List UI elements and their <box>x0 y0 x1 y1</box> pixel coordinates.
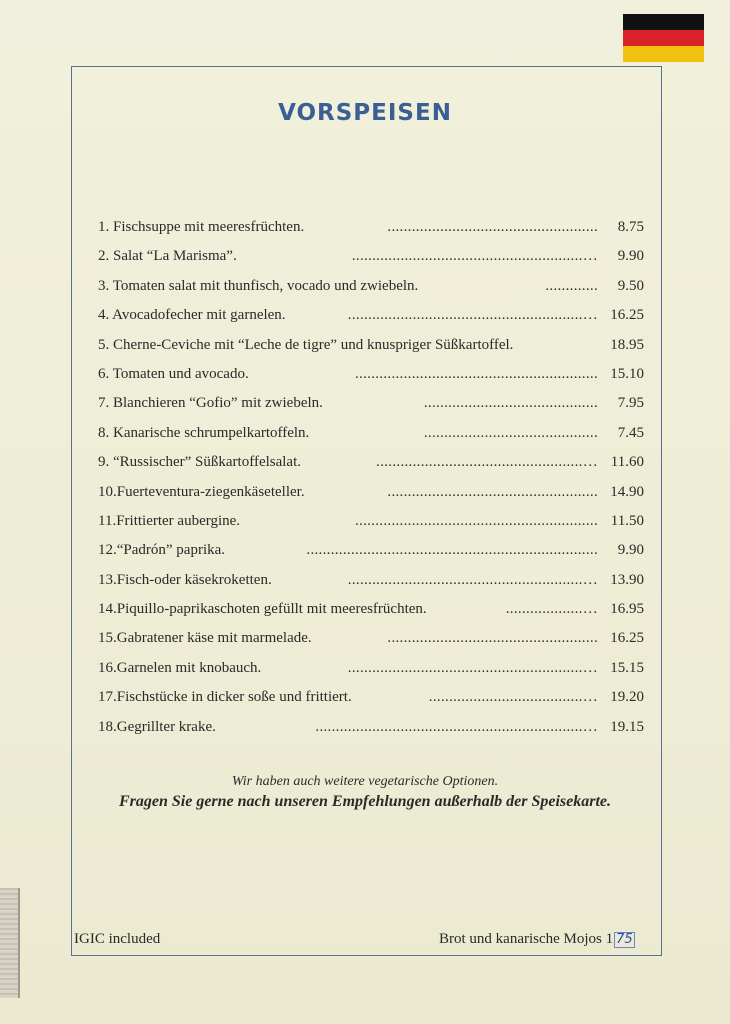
vegetarian-note: Wir haben auch weitere vegetarische Optionen. <box>231 774 499 789</box>
menu-item <box>98 390 648 419</box>
binding-edge <box>0 888 20 998</box>
menu-item-name: 1. Fischsuppe mit meeresfrüchten. <box>98 219 305 235</box>
menu-item <box>98 537 648 566</box>
menu-item-leader: ........................................... <box>423 424 598 441</box>
recommendations-note: Fragen Sie gerne nach unseren Empfehlungen außerhalb der Speisekarte. <box>118 793 612 810</box>
menu-item <box>98 714 648 743</box>
menu-item-name: 5. Cherne-Ceviche mit “Leche de tigre” und knuspriger Süßkartoffel. <box>98 336 514 353</box>
menu-item-name: 18.Gegrillter krake. <box>98 718 216 735</box>
menu-item <box>98 655 648 684</box>
menu-item <box>98 508 648 537</box>
menu-item-price: 14.90 <box>610 483 644 500</box>
menu-item-price: 18.95 <box>610 336 644 353</box>
flag-stripe-black <box>623 14 704 30</box>
menu-item-leader: ............................................................ <box>355 365 598 382</box>
menu-item <box>98 273 648 302</box>
menu-item-name: 17.Fischstücke in dicker soße und frittiert. <box>98 689 352 706</box>
menu-item-name: 6. Tomaten und avocado. <box>98 365 249 382</box>
menu-item-price: 19.20 <box>610 689 644 706</box>
menu-item-leader: ............. <box>545 277 598 294</box>
flag-stripe-gold <box>623 46 704 62</box>
menu-item-leader: .................................................... <box>387 483 598 500</box>
menu-item-price: 7.45 <box>617 424 644 441</box>
menu-item-leader: …...................................... <box>428 689 598 706</box>
menu-item-name: 16.Garnelen mit knobauch. <box>98 659 262 676</box>
menu-item <box>98 302 648 331</box>
handwritten-price: 75 <box>616 932 633 947</box>
menu-item <box>98 479 648 508</box>
bread-mojos-label: Brot und kanarische Mojos 1 <box>439 931 614 947</box>
menu-item-leader: .................................................... <box>387 219 598 235</box>
menu-item-leader: …................................................... <box>376 454 598 471</box>
menu-item-leader: ….......................................................... <box>347 307 598 324</box>
menu-item-name: 14.Piquillo-paprikaschoten gefüllt mit meeresfrüchten. <box>98 601 427 618</box>
menu-item-price: 8.75 <box>617 219 644 235</box>
menu-item-price: 16.25 <box>610 307 644 324</box>
menu-item-price: 15.15 <box>610 659 644 676</box>
menu-item-leader: ….................................................................. <box>315 718 598 735</box>
menu-item-price: 13.90 <box>610 571 644 588</box>
german-flag-icon <box>623 14 704 62</box>
menu-item-name: 4. Avocadofecher mit garnelen. <box>98 307 286 324</box>
menu-item-price: 9.50 <box>617 277 644 294</box>
menu-item-leader: ........................................... <box>423 395 598 412</box>
menu-item <box>98 420 648 449</box>
menu-item-name: 9. “Russischer” Süßkartoffelsalat. <box>98 454 302 471</box>
menu-item-name: 8. Kanarische schrumpelkartoffeln. <box>98 424 310 441</box>
menu-item <box>98 684 648 713</box>
menu-item-name: 12.“Padrón” paprika. <box>98 542 226 559</box>
menu-item-leader: …......................................................... <box>351 248 598 265</box>
menu-item-name: 3. Tomaten salat mit thunfisch, vocado und zwiebeln. <box>98 277 419 294</box>
menu-item-price: 9.90 <box>617 248 644 265</box>
menu-item-name: 7. Blanchieren “Gofio” mit zwiebeln. <box>98 395 323 412</box>
menu-item-price: 19.15 <box>610 718 644 735</box>
menu-item-leader: .................................................... <box>387 630 598 647</box>
menu-item-price: 7.95 <box>617 395 644 412</box>
menu-item-leader: ............................................................ <box>355 512 598 529</box>
menu-item-name: 11.Frittierter aubergine. <box>98 512 241 529</box>
menu-item-leader: …................... <box>505 601 598 618</box>
menu-item-price: 16.25 <box>610 630 644 647</box>
menu-list <box>98 214 648 743</box>
menu-item <box>98 243 648 272</box>
page-title: VORSPEISEN <box>278 100 452 126</box>
igic-note: IGIC included <box>74 931 161 947</box>
menu-item-leader: ….......................................................... <box>347 571 598 588</box>
menu-item-name: 13.Fisch-oder käsekroketten. <box>98 571 272 588</box>
bread-mojos-line <box>439 931 635 948</box>
menu-item-name: 2. Salat “La Marisma”. <box>98 248 237 265</box>
menu-item-leader: ........................................................................ <box>306 542 598 559</box>
menu-item <box>98 596 648 625</box>
menu-item-price: 9.90 <box>617 542 644 559</box>
menu-item-price: 11.50 <box>610 512 644 529</box>
menu-item-name: 15.Gabratener käse mit marmelade. <box>98 630 312 647</box>
menu-item <box>98 449 648 478</box>
menu-item <box>98 214 648 243</box>
menu-item-price: 15.10 <box>610 365 644 382</box>
menu-item <box>98 361 648 390</box>
menu-item-name: 10.Fuerteventura-ziegenkäseteller. <box>98 483 305 500</box>
menu-item <box>98 625 648 654</box>
menu-item-leader: ….......................................................... <box>347 659 598 676</box>
menu-item-price: 16.95 <box>610 601 644 618</box>
flag-stripe-red <box>623 30 704 46</box>
menu-item <box>98 567 648 596</box>
menu-item <box>98 332 648 361</box>
menu-item-price: 11.60 <box>610 454 644 471</box>
